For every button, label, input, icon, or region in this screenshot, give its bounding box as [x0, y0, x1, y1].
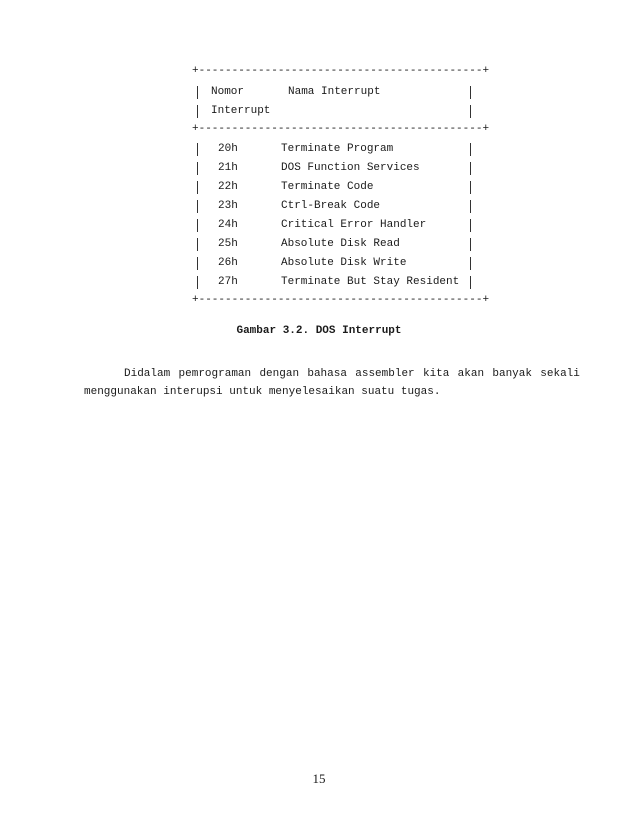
table-header-divider: +-------------------------------------------+	[192, 123, 490, 135]
paragraph-word: akan	[457, 368, 485, 380]
interrupt-name: Absolute Disk Read	[281, 238, 400, 250]
table-right-bar	[470, 238, 471, 251]
interrupt-number: 26h	[218, 257, 238, 269]
figure-caption: Gambar 3.2. DOS Interrupt	[236, 325, 402, 337]
table-bottom-border: +-------------------------------------------+	[192, 294, 490, 306]
table-row	[192, 236, 482, 252]
interrupt-name: Terminate Code	[281, 181, 374, 193]
paragraph-word: assembler	[355, 368, 415, 380]
table-top-border: +-------------------------------------------+	[192, 65, 490, 77]
interrupt-number: 24h	[218, 219, 238, 231]
table-left-bar	[197, 276, 198, 289]
interrupt-name: Terminate But Stay Resident	[281, 276, 460, 288]
header-nama-interrupt: Nama Interrupt	[288, 86, 381, 98]
table-left-bar	[197, 143, 198, 156]
interrupt-number: 25h	[218, 238, 238, 250]
table-left-bar	[197, 257, 198, 270]
paragraph-word: banyak	[492, 368, 532, 380]
interrupt-name: Absolute Disk Write	[281, 257, 407, 269]
table-right-bar	[470, 219, 471, 232]
table-left-bar	[197, 86, 198, 99]
table-row	[192, 141, 482, 157]
paragraph-word: Didalam	[124, 368, 171, 380]
table-right-bar	[470, 276, 471, 289]
header-nomor: Nomor	[211, 86, 245, 98]
paragraph-word: bahasa	[307, 368, 347, 380]
table-row	[192, 255, 482, 271]
paragraph-word: kita	[422, 368, 450, 380]
paragraph-line-1	[84, 368, 580, 380]
table-row	[192, 274, 482, 290]
table-right-bar	[470, 86, 471, 99]
table-left-bar	[197, 200, 198, 213]
table-row	[192, 217, 482, 233]
table-left-bar	[197, 238, 198, 251]
interrupt-number: 23h	[218, 200, 238, 212]
interrupt-name: Ctrl-Break Code	[281, 200, 381, 212]
table-left-bar	[197, 219, 198, 232]
table-left-bar	[197, 162, 198, 175]
paragraph-word: sekali	[540, 368, 580, 380]
table-right-bar	[470, 162, 471, 175]
table-row	[192, 198, 482, 214]
table-right-bar	[470, 181, 471, 194]
table-left-bar	[197, 105, 198, 118]
page-number: 15	[312, 771, 326, 786]
table-row	[192, 160, 482, 176]
interrupt-name: Critical Error Handler	[281, 219, 427, 231]
table-header-row-2	[192, 103, 482, 119]
table-row	[192, 179, 482, 195]
interrupt-number: 22h	[218, 181, 238, 193]
interrupt-number: 20h	[218, 143, 238, 155]
paragraph-line-2: menggunakan interupsi untuk menyelesaikan suatu tugas.	[84, 386, 441, 398]
interrupt-number: 27h	[218, 276, 238, 288]
header-interrupt: Interrupt	[211, 105, 271, 117]
table-right-bar	[470, 200, 471, 213]
interrupt-name: DOS Function Services	[281, 162, 420, 174]
table-right-bar	[470, 105, 471, 118]
table-right-bar	[470, 257, 471, 270]
table-left-bar	[197, 181, 198, 194]
interrupt-number: 21h	[218, 162, 238, 174]
table-right-bar	[470, 143, 471, 156]
paragraph-word: pemrograman	[178, 368, 252, 380]
paragraph-word: dengan	[259, 368, 300, 380]
table-header-row-1	[192, 84, 482, 100]
interrupt-name: Terminate Program	[281, 143, 394, 155]
